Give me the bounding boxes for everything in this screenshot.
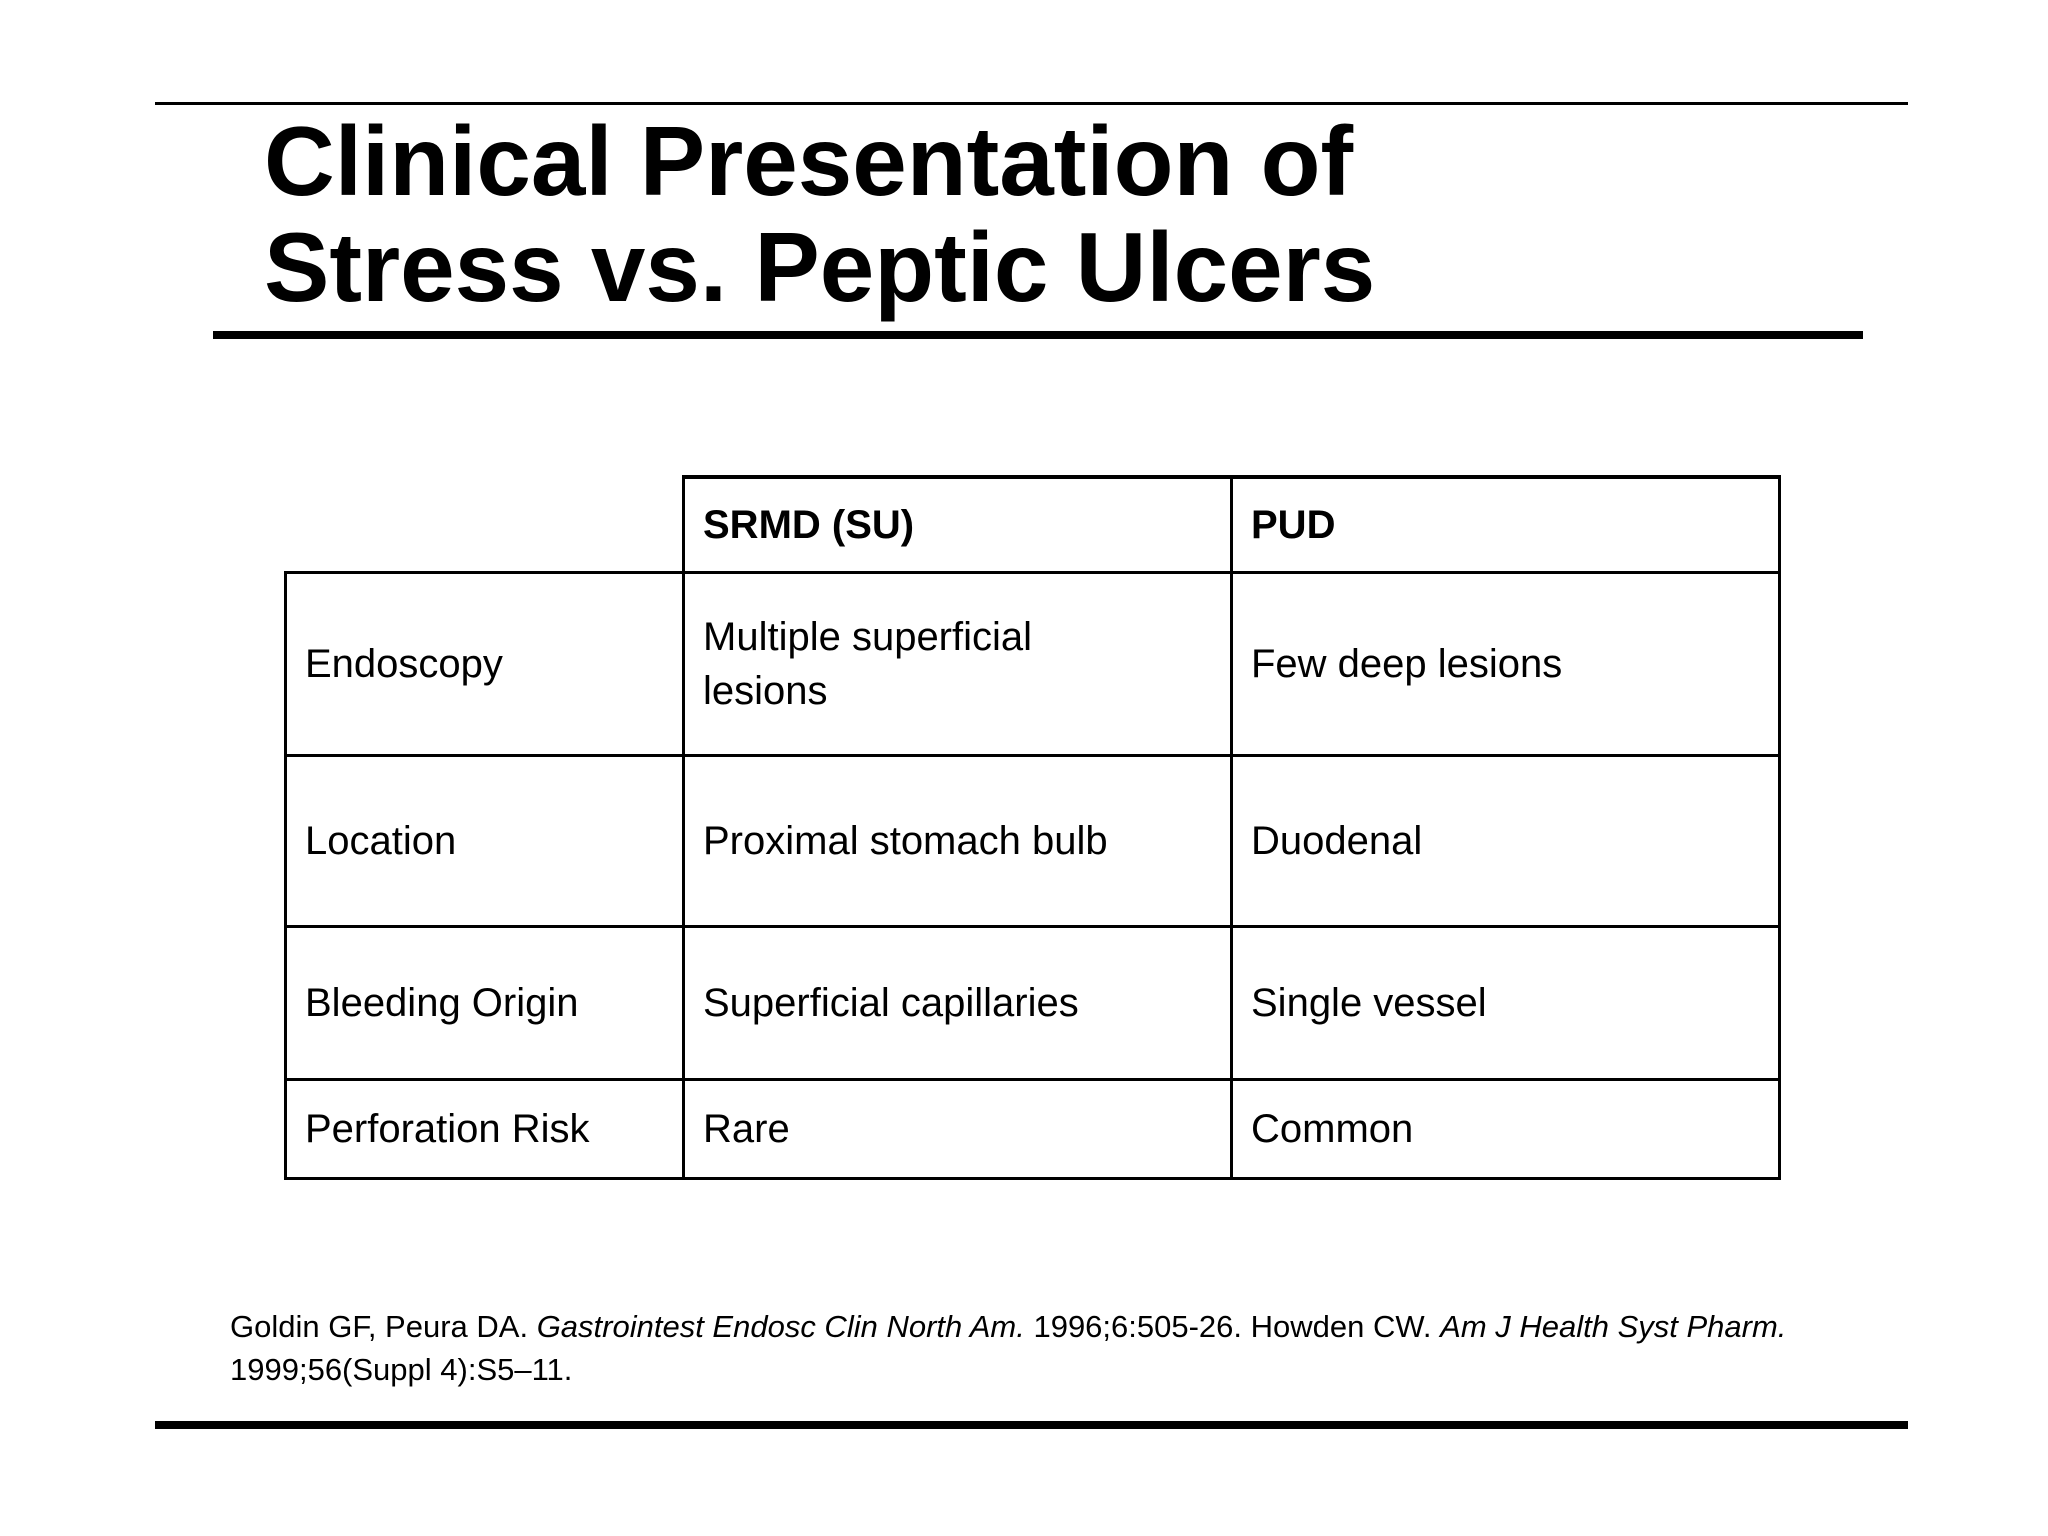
row-label-bleeding-origin: Bleeding Origin (286, 926, 684, 1079)
reference-1-journal: Gastrointest Endosc Clin North Am. (536, 1309, 1025, 1344)
row-label-endoscopy: Endoscopy (286, 572, 684, 755)
reference-2-citation: 1999;56(Suppl 4):S5–11. (230, 1352, 573, 1387)
table-corner-cell (286, 477, 684, 572)
row-label-perforation-risk: Perforation Risk (286, 1079, 684, 1178)
table-row (286, 1079, 1780, 1178)
cell-pud-location: Duodenal (1232, 755, 1780, 926)
table-row (286, 926, 1780, 1079)
table-header-row (286, 477, 1780, 572)
reference-1-citation: 1996;6:505-26. Howden CW. (1024, 1309, 1441, 1344)
column-header-srmd: SRMD (SU) (684, 477, 1232, 572)
title-underline (213, 331, 1863, 339)
cell-srmd-endoscopy: Multiple superficial lesions (684, 572, 1232, 755)
reference-2-journal: Am J Health Syst Pharm. (1440, 1309, 1787, 1344)
cell-pud-perforation-risk: Common (1232, 1079, 1780, 1178)
slide-title (264, 108, 1814, 320)
references (230, 1305, 1850, 1391)
column-header-pud: PUD (1232, 477, 1780, 572)
table-row (286, 572, 1780, 755)
top-rule (155, 102, 1908, 105)
cell-srmd-location: Proximal stomach bulb (684, 755, 1232, 926)
slide-title-line-1: Clinical Presentation of (264, 106, 1354, 216)
cell-srmd-perforation-risk: Rare (684, 1079, 1232, 1178)
row-label-location: Location (286, 755, 684, 926)
cell-pud-endoscopy: Few deep lesions (1232, 572, 1780, 755)
reference-1-authors: Goldin GF, Peura DA. (230, 1309, 537, 1344)
slide-title-line-2: Stress vs. Peptic Ulcers (264, 212, 1376, 322)
comparison-table (284, 475, 1781, 1180)
cell-pud-bleeding-origin: Single vessel (1232, 926, 1780, 1079)
bottom-rule (155, 1421, 1908, 1429)
cell-srmd-bleeding-origin: Superficial capillaries (684, 926, 1232, 1079)
table-row (286, 755, 1780, 926)
